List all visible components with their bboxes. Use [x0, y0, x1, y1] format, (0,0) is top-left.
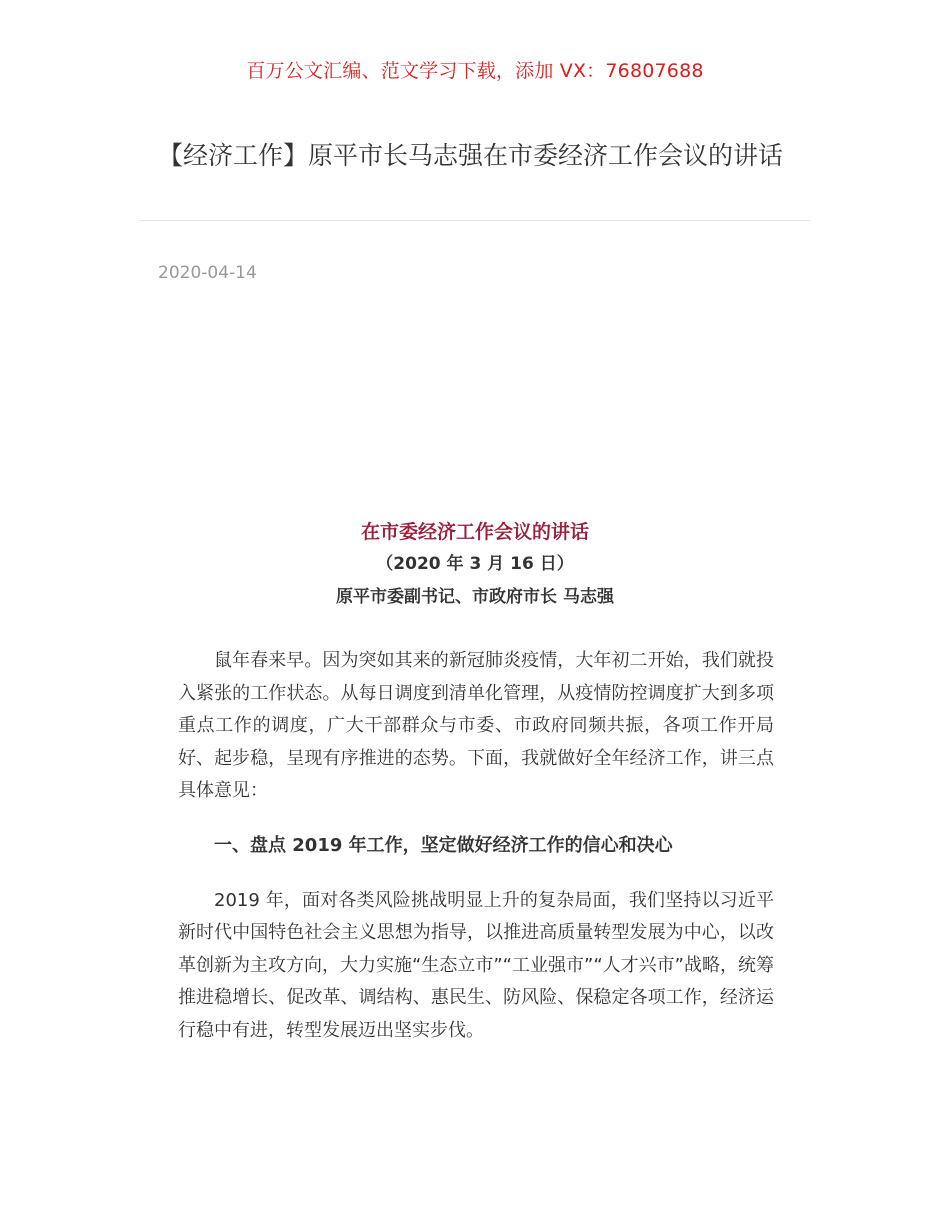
promo-banner: 百万公文汇编、范文学习下载，添加 VX：76807688 — [246, 60, 704, 82]
paragraph: 鼠年春来早。因为突如其来的新冠肺炎疫情，大年初二开始，我们就投入紧张的工作状态。从每日调度到清单化管理，从疫情防控调度扩大到多项重点工作的调度，广大干部群众与市委、市政府同频共振，各项工作开局好、起步稳，呈现有序推进的态势。下面，我就做好全年经济工作，讲三点具体意见： — [178, 650, 774, 802]
paragraph: 2019 年，面对各类风险挑战明显上升的复杂局面，我们坚持以习近平新时代中国特色社会主义思想为指导，以推进高质量转型发展为中心，以改革创新为主攻方向，大力实施“生态立市”“工业强市”“人才兴市”战略，统筹推进稳增长、促改革、调结构、惠民生、防风险、保稳定各项工作，经济运行稳中有进，转型发展迈出坚实步伐。 — [178, 889, 774, 1041]
section-heading: 一、盘点 2019 年工作，坚定做好经济工作的信心和决心 — [214, 834, 673, 856]
article-title: 【经济工作】原平市长马志强在市委经济工作会议的讲话 — [158, 141, 784, 170]
speech-title: 在市委经济工作会议的讲话 — [360, 521, 589, 543]
article-body — [178, 645, 774, 1048]
speech-date: （2020 年 3 月 16 日） — [376, 554, 574, 574]
title-divider — [140, 220, 810, 221]
speech-author: 原平市委副书记、市政府市长 马志强 — [336, 587, 614, 607]
publish-date: 2020-04-14 — [158, 263, 257, 283]
speech-header — [0, 516, 950, 614]
